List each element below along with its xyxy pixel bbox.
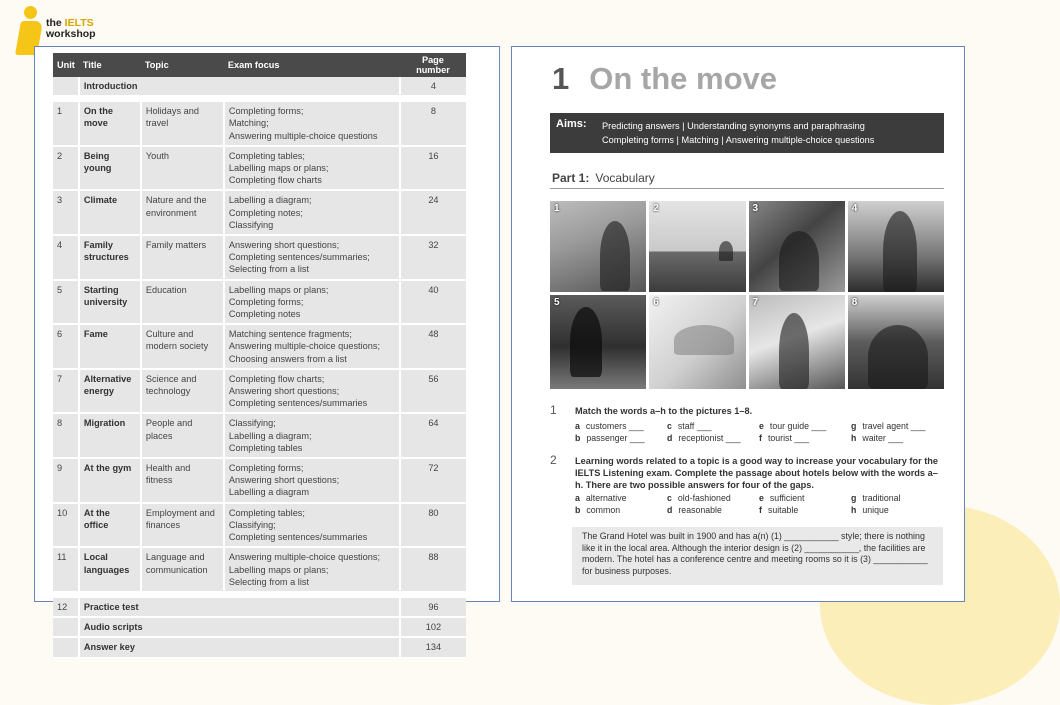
unit-title: Practice test [79, 598, 400, 617]
question-2 [550, 455, 945, 491]
question-1-options [575, 421, 943, 443]
unit-number: 12 [53, 598, 79, 617]
question-1-number: 1 [550, 403, 557, 417]
option-item: h waiter ___ [851, 433, 903, 443]
option-item: b common [575, 505, 621, 515]
aims-line-1: Predicting answers | Understanding synonyms and paraphrasing [602, 121, 865, 131]
unit-topic: Health and fitness [141, 458, 224, 503]
question-1 [550, 405, 945, 417]
unit-number: 4 [53, 235, 79, 280]
picture-6: 6 [649, 295, 745, 389]
unit-topic: Family matters [141, 235, 224, 280]
header-title: Title [79, 53, 141, 77]
table-row [53, 369, 466, 414]
contents-page [34, 46, 500, 653]
hotel-passage: The Grand Hotel was built in 1900 and has a(n) (1) ___________ style; there is nothing like it in the local area. Although the interior design is (2) ___________, the facilities are modern. The hotel has a conference centre and meeting rooms so it is (3) ___________ for business purposes. [572, 527, 943, 585]
unit-topic: Nature and the environment [141, 190, 224, 235]
unit-topic: Employment and finances [141, 503, 224, 548]
table-row [53, 458, 466, 503]
option-item: c staff ___ [667, 421, 712, 431]
table-row [53, 617, 466, 637]
logo-prefix: the [46, 17, 62, 29]
question-2-options [575, 493, 943, 515]
option-item: e tour guide ___ [759, 421, 827, 431]
question-2-number: 2 [550, 453, 557, 467]
unit-title: Being young [79, 146, 141, 191]
picture-2: 2 [649, 201, 745, 292]
unit-title: Answer key [79, 637, 400, 657]
chapter-number: 1 [552, 61, 570, 96]
unit-page-number: 64 [400, 413, 466, 458]
option-item: h unique [851, 505, 889, 515]
unit-title: At the gym [79, 458, 141, 503]
chapter-title: On the move [589, 61, 778, 96]
option-item: f tourist ___ [759, 433, 810, 443]
option-item: d receptionist ___ [667, 433, 741, 443]
table-row [53, 190, 466, 235]
contents-table [53, 53, 466, 659]
header-unit: Unit [53, 53, 79, 77]
picture-1: 1 [550, 201, 646, 292]
unit-number: 5 [53, 280, 79, 325]
unit-topic: Language and communication [141, 547, 224, 592]
unit-exam-focus: Completing flow charts; Answering short questions; Completing sentences/summaries [224, 369, 400, 414]
option-item: g travel agent ___ [851, 421, 926, 431]
unit-number [53, 617, 79, 637]
table-row [53, 413, 466, 458]
unit-number: 2 [53, 146, 79, 191]
unit-exam-focus: Completing tables; Labelling maps or plans; Completing flow charts [224, 146, 400, 191]
aims-label: Aims: [556, 118, 587, 130]
unit-topic: People and places [141, 413, 224, 458]
unit-title: Climate [79, 190, 141, 235]
unit-page [511, 46, 965, 602]
table-row [53, 598, 466, 617]
table-row [53, 280, 466, 325]
option-item: g traditional [851, 493, 901, 503]
unit-title: Migration [79, 413, 141, 458]
unit-number: 7 [53, 369, 79, 414]
chapter-heading [552, 61, 777, 97]
logo-workshop: workshop [46, 28, 96, 40]
unit-page-number: 24 [400, 190, 466, 235]
unit-page-number: 56 [400, 369, 466, 414]
unit-exam-focus: Labelling maps or plans; Completing forms; Completing notes [224, 280, 400, 325]
unit-page-number: 96 [400, 598, 466, 617]
unit-topic: Culture and modern society [141, 324, 224, 369]
unit-page-number: 48 [400, 324, 466, 369]
table-row [53, 102, 466, 146]
unit-topic: Holidays and travel [141, 102, 224, 146]
unit-exam-focus: Answering short questions; Completing sentences/summaries; Selecting from a list [224, 235, 400, 280]
unit-title: Fame [79, 324, 141, 369]
unit-exam-focus: Completing forms; Answering short questions; Labelling a diagram [224, 458, 400, 503]
table-row [53, 146, 466, 191]
unit-title: Alternative energy [79, 369, 141, 414]
logo-brand: IELTS [64, 17, 94, 29]
picture-4: 4 [848, 201, 944, 292]
table-row [53, 235, 466, 280]
option-item: a customers ___ [575, 421, 644, 431]
unit-topic: Education [141, 280, 224, 325]
picture-3: 3 [749, 201, 845, 292]
contents-header-row [53, 53, 466, 77]
aims-box [550, 113, 944, 153]
unit-title: Family structures [79, 235, 141, 280]
table-row [53, 503, 466, 548]
table-row [53, 637, 466, 657]
question-2-text: Learning words related to a topic is a good way to increase your vocabulary for the IELTS Listening exam. Complete the passage about hotels below with the words a–h. There are two possible answers for four of the gaps. [575, 456, 938, 490]
unit-number: 1 [53, 102, 79, 146]
question-1-text: Match the words a–h to the pictures 1–8. [575, 406, 753, 416]
unit-page-number: 134 [400, 637, 466, 657]
option-item: f suitable [759, 505, 799, 515]
unit-number: 10 [53, 503, 79, 548]
unit-topic: Science and technology [141, 369, 224, 414]
option-item: a alternative [575, 493, 627, 503]
unit-number [53, 637, 79, 657]
unit-number: 11 [53, 547, 79, 592]
unit-exam-focus: Answering multiple-choice questions; Labelling maps or plans; Selecting from a list [224, 547, 400, 592]
unit-number: 9 [53, 458, 79, 503]
unit-page-number: 32 [400, 235, 466, 280]
option-item: d reasonable [667, 505, 722, 515]
header-page-number: Page number [400, 53, 466, 77]
picture-8: 8 [848, 295, 944, 389]
unit-title: On the move [79, 102, 141, 146]
unit-exam-focus: Completing forms; Matching; Answering multiple-choice questions [224, 102, 400, 146]
option-item: b passenger ___ [575, 433, 645, 443]
part-name: Vocabulary [595, 171, 655, 185]
unit-page-number: 40 [400, 280, 466, 325]
unit-title: At the office [79, 503, 141, 548]
unit-title: Starting university [79, 280, 141, 325]
header-topic: Topic [141, 53, 224, 77]
unit-number: 6 [53, 324, 79, 369]
unit-number: 3 [53, 190, 79, 235]
picture-7: 7 [749, 295, 845, 389]
table-row [53, 547, 466, 592]
table-row [53, 324, 466, 369]
picture-5: 5 [550, 295, 646, 389]
unit-page-number: 8 [400, 102, 466, 146]
unit-title: Local languages [79, 547, 141, 592]
unit-page-number: 72 [400, 458, 466, 503]
table-row-introduction: Introduction 4 [53, 77, 466, 96]
header-exam-focus: Exam focus [224, 53, 400, 77]
pictures-grid [550, 201, 944, 389]
unit-exam-focus: Matching sentence fragments; Answering multiple-choice questions; Choosing answers from a list [224, 324, 400, 369]
unit-page-number: 80 [400, 503, 466, 548]
part-label: Part 1: [552, 171, 590, 185]
unit-title: Audio scripts [79, 617, 400, 637]
unit-page-number: 88 [400, 547, 466, 592]
unit-page-number: 16 [400, 146, 466, 191]
unit-exam-focus: Completing tables; Classifying; Completing sentences/summaries [224, 503, 400, 548]
unit-topic: Youth [141, 146, 224, 191]
part-divider [550, 188, 944, 189]
unit-number: 8 [53, 413, 79, 458]
unit-page-number: 102 [400, 617, 466, 637]
option-item: e sufficient [759, 493, 805, 503]
unit-exam-focus: Labelling a diagram; Completing notes; Classifying [224, 190, 400, 235]
aims-line-2: Completing forms | Matching | Answering multiple-choice questions [602, 135, 875, 145]
unit-exam-focus: Classifying; Labelling a diagram; Completing tables [224, 413, 400, 458]
option-item: c old-fashioned [667, 493, 731, 503]
part-heading [552, 171, 655, 185]
